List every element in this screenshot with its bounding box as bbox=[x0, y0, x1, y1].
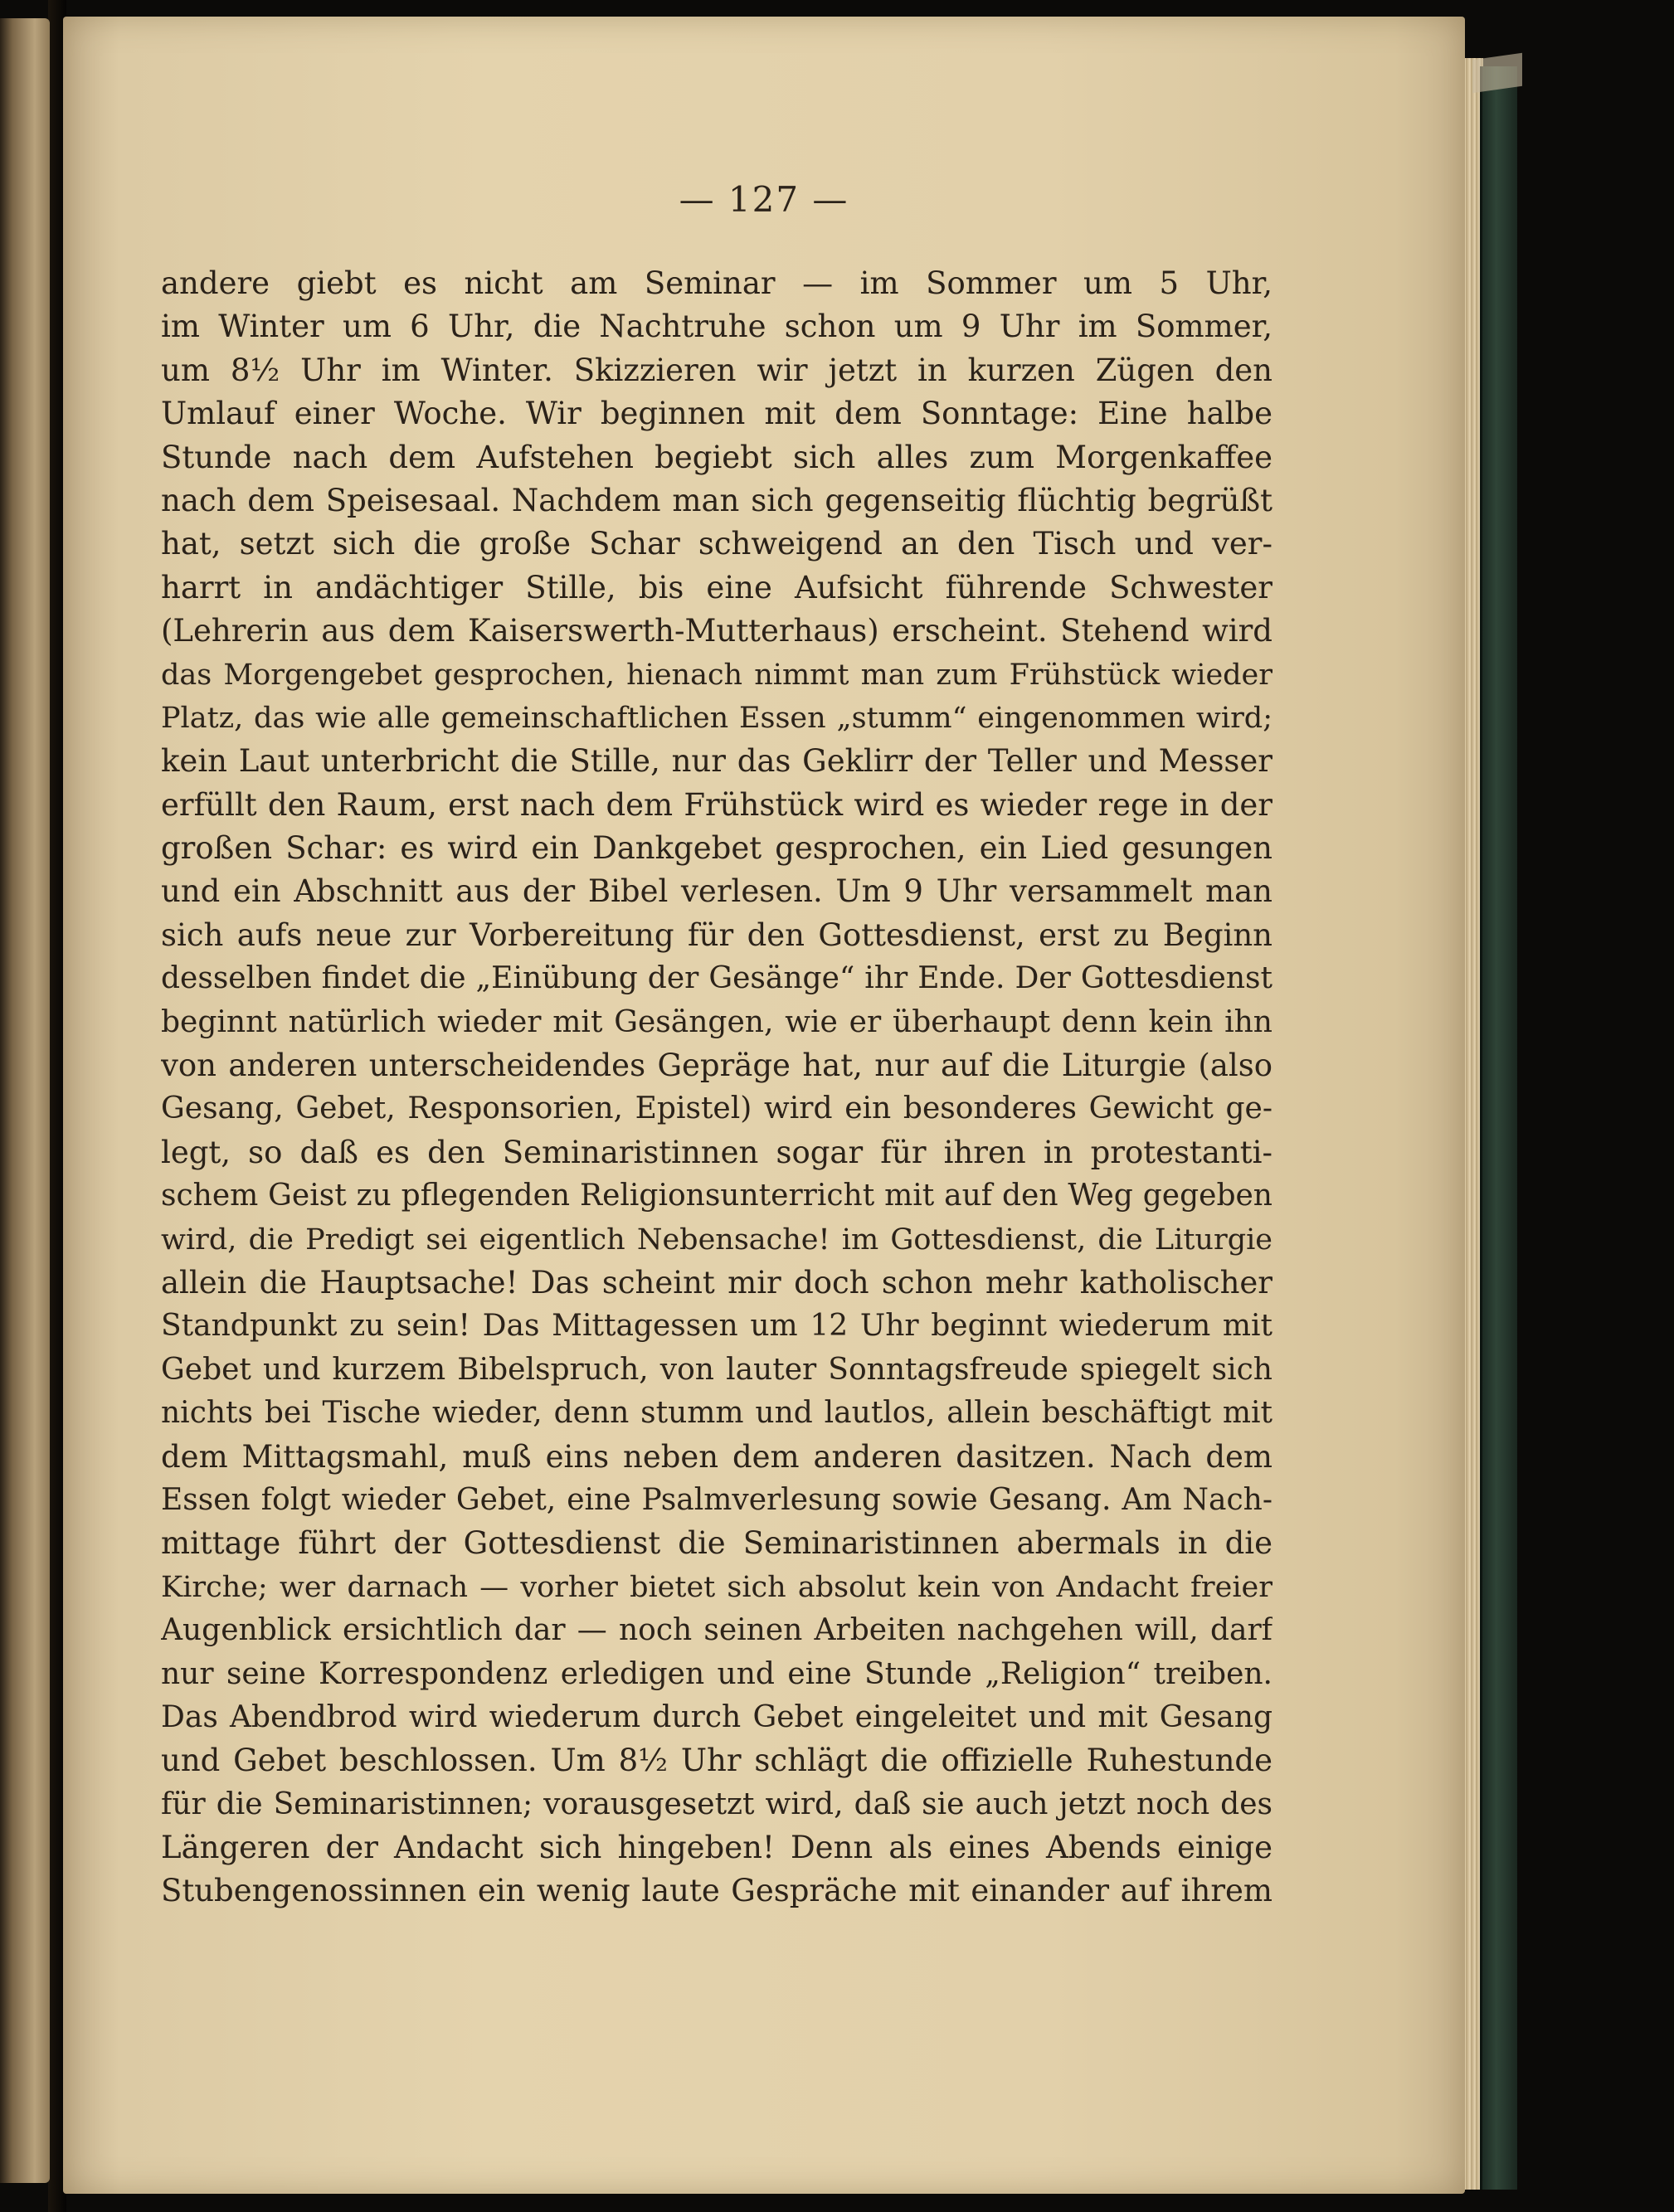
text-line: um 8½ Uhr im Winter. Skizzieren wir jetzt in kurzen Zügen den bbox=[161, 352, 1273, 388]
text-line: Platz, das wie alle gemeinschaftlichen Essen „stumm“ eingenommen wird; bbox=[161, 701, 1273, 735]
text-line: Längeren der Andacht sich hingeben! Denn als eines Abends einige bbox=[161, 1830, 1273, 1866]
text-line: im Winter um 6 Uhr, die Nachtruhe schon um 9 Uhr im Sommer, bbox=[161, 309, 1273, 345]
text-line: Augenblick ersichtlich dar — noch seinen Arbeiten nachgehen will, darf bbox=[161, 1613, 1273, 1648]
text-line: (Lehrerin aus dem Kaiserswerth-Mutterhaus) erscheint. Stehend wird bbox=[161, 613, 1273, 649]
page-number: — 127 — bbox=[679, 179, 849, 220]
text-line: großen Schar: es wird ein Dankgebet gesprochen, ein Lied gesungen bbox=[161, 830, 1273, 867]
text-line: harrt in andächtiger Stille, bis eine Aufsicht führende Schwester bbox=[161, 569, 1273, 605]
text-line: Stunde nach dem Aufstehen begiebt sich alles zum Morgenkaffee bbox=[161, 439, 1273, 475]
text-line: schem Geist zu pflegenden Religionsunterricht mit auf den Weg gegeben bbox=[161, 1179, 1273, 1213]
text-line: für die Seminaristinnen; vorausgesetzt wird, daß sie auch jetzt noch des bbox=[161, 1787, 1273, 1821]
text-line: Essen folgt wieder Gebet, eine Psalmverlesung sowie Gesang. Am Nach- bbox=[161, 1482, 1273, 1517]
text-line: sich aufs neue zur Vorbereitung für den Gottesdienst, erst zu Beginn bbox=[161, 916, 1273, 953]
text-line: hat, setzt sich die große Schar schweigend an den Tisch und ver- bbox=[161, 526, 1273, 562]
text-line: nichts bei Tische wieder, denn stumm und lautlos, allein beschäftigt mit bbox=[161, 1396, 1273, 1431]
text-line: von anderen unterscheidendes Gepräge hat, nur auf die Liturgie (also bbox=[161, 1048, 1273, 1084]
book-page bbox=[63, 17, 1465, 2194]
text-line: das Morgengebet gesprochen, hienach nimmt man zum Frühstück wieder bbox=[161, 658, 1273, 692]
text-line: desselben findet die „Einübung der Gesänge“ ihr Ende. Der Gottesdienst bbox=[161, 961, 1273, 996]
text-line: Stubengenossinnen ein wenig laute Gespräche mit einander auf ihrem bbox=[161, 1873, 1273, 1909]
text-line: dem Mittagsmahl, muß eins neben dem anderen dasitzen. Nach dem bbox=[161, 1438, 1273, 1475]
text-line: andere giebt es nicht am Seminar — im Sommer um 5 Uhr, bbox=[161, 265, 1273, 301]
text-line: nach dem Speisesaal. Nachdem man sich gegenseitig flüchtig begrüßt bbox=[161, 482, 1273, 518]
text-line: Gebet und kurzem Bibelspruch, von lauter Sonntagsfreude spiegelt sich bbox=[161, 1352, 1273, 1387]
text-line: kein Laut unterbricht die Stille, nur das Geklirr der Teller und Messer bbox=[161, 743, 1273, 780]
page-body-text bbox=[161, 262, 1273, 1913]
book-cover-edge bbox=[1480, 66, 1517, 2190]
text-line: mittage führt der Gottesdienst die Seminaristinnen abermals in die bbox=[161, 1525, 1273, 1562]
text-line: nur seine Korrespondenz erledigen und eine Stunde „Religion“ treiben. bbox=[161, 1656, 1273, 1691]
text-line: Standpunkt zu sein! Das Mittagessen um 12 Uhr beginnt wiederum mit bbox=[161, 1309, 1273, 1344]
text-line: Kirche; wer darnach — vorher bietet sich absolut kein von Andacht freier bbox=[161, 1570, 1273, 1604]
text-line: und ein Abschnitt aus der Bibel verlesen. Um 9 Uhr versammelt man bbox=[161, 873, 1273, 910]
text-line: allein die Hauptsache! Das scheint mir doch schon mehr katholischer bbox=[161, 1264, 1273, 1300]
text-line: Das Abendbrod wird wiederum durch Gebet eingeleitet und mit Gesang bbox=[161, 1699, 1273, 1734]
text-line: legt, so daß es den Seminaristinnen sogar für ihren in protestanti- bbox=[161, 1134, 1273, 1170]
text-line: und Gebet beschlossen. Um 8½ Uhr schlägt die offizielle Ruhestunde bbox=[161, 1743, 1273, 1779]
text-line: wird, die Predigt sei eigentlich Nebensache! im Gottesdienst, die Liturgie bbox=[161, 1223, 1273, 1257]
text-line: beginnt natürlich wieder mit Gesängen, wie er überhaupt denn kein ihn bbox=[161, 1004, 1273, 1039]
text-line: erfüllt den Raum, erst nach dem Frühstück wird es wieder rege in der bbox=[161, 786, 1273, 823]
text-line: Umlauf einer Woche. Wir beginnen mit dem Sonntage: Eine halbe bbox=[161, 396, 1273, 432]
previous-page-edge bbox=[0, 18, 50, 2183]
text-line: Gesang, Gebet, Responsorien, Epistel) wird ein besonderes Gewicht ge- bbox=[161, 1091, 1273, 1126]
